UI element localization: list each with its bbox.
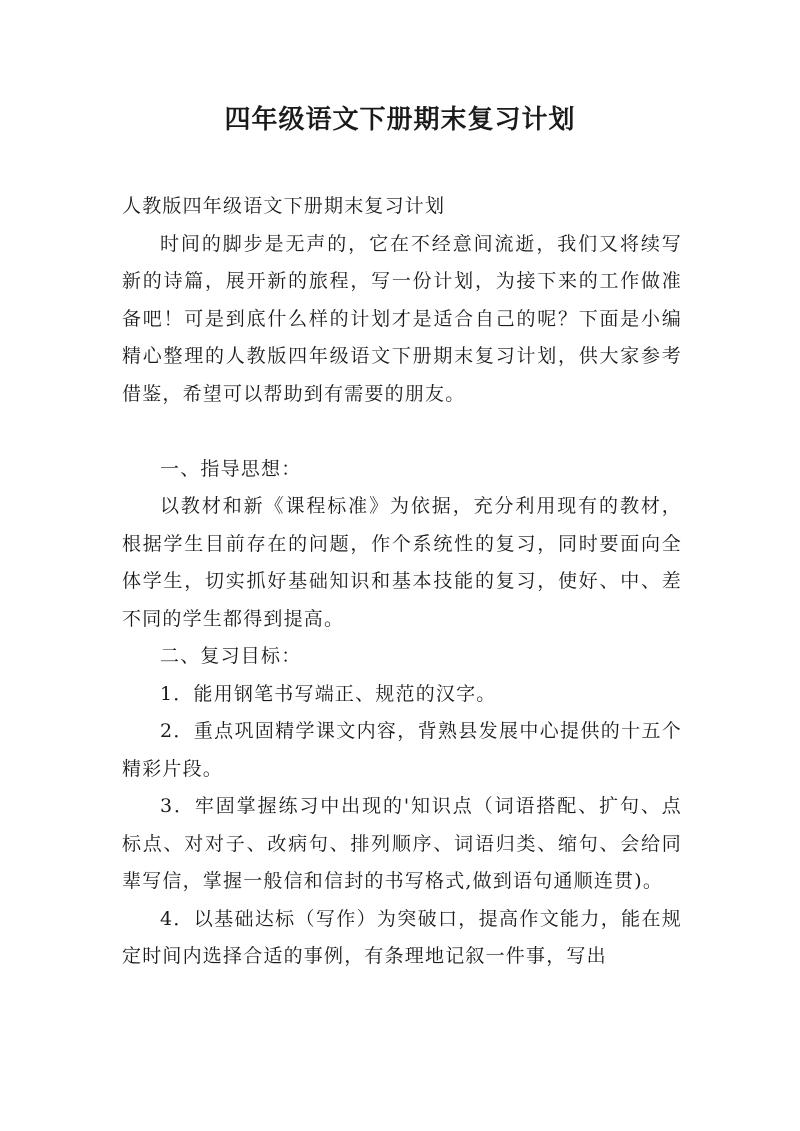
paragraph-gap xyxy=(122,413,682,451)
document-subtitle: 人教版四年级语文下册期末复习计划 xyxy=(122,195,446,217)
goal-item-2: 2．重点巩固精学课文内容，背熟县发展中心提供的十五个精彩片段。 xyxy=(122,720,682,780)
section-body-guiding-ideology: 以教材和新《课程标准》为依据，充分利用现有的教材，根据学生目前存在的问题，作个系统性的复习，同时要面向全体学生，切实抓好基础知识和基本技能的复习，使好、中、差不同的学生都得到提高。 xyxy=(122,495,682,630)
document-body xyxy=(122,188,682,976)
goal-item-1: 1．能用钢笔书写端正、规范的汉字。 xyxy=(160,682,497,705)
section-heading-guiding-ideology: 一、指导思想： xyxy=(160,457,302,480)
goal-item-3: 3．牢固掌握练习中出现的'知识点（词语搭配、扩句、点标点、对对子、改病句、排列顺序、词语归类、缩句、会给同辈写信，掌握一般信和信封的书写格式,做到语句通顺连贯)。 xyxy=(122,795,682,892)
document-title: 四年级语文下册期末复习计划 xyxy=(224,105,576,135)
section-heading-review-goals: 二、复习目标： xyxy=(160,645,302,667)
goal-item-4: 4．以基础达标（写作）为突破口，提高作文能力，能在规定时间内选择合适的事例，有条理地记叙一件事，写出 xyxy=(122,907,682,967)
intro-paragraph: 时间的脚步是无声的，它在不经意间流逝，我们又将续写新的诗篇，展开新的旅程，写一份计划，为接下来的工作做准备吧！可是到底什么样的计划才是适合自己的呢？下面是小编精心整理的人教版四年级语文下册期末复习计划，供大家参考借鉴，希望可以帮助到有需要的朋友。 xyxy=(122,232,682,405)
